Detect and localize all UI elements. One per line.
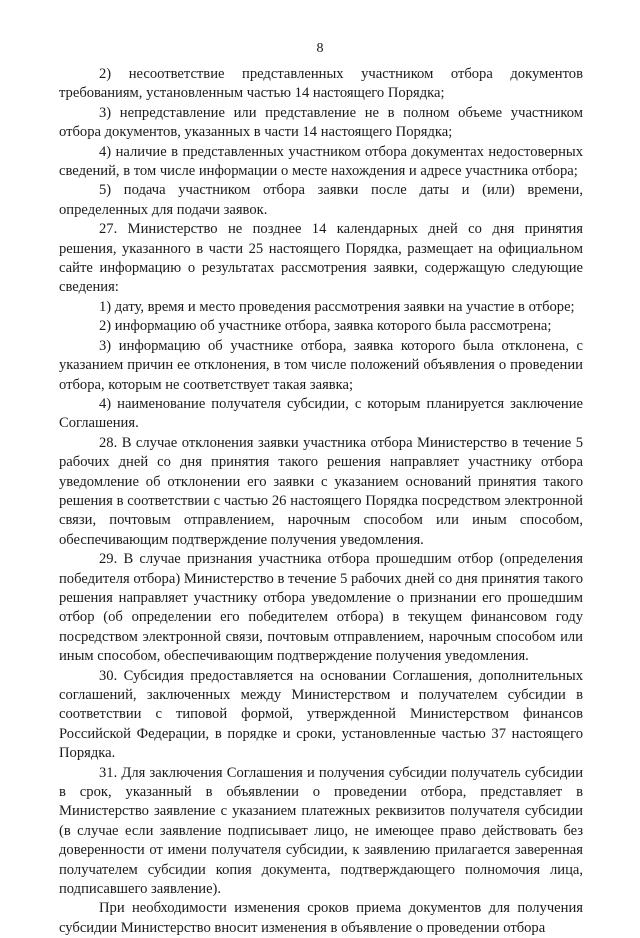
document-body (59, 65, 583, 938)
paragraph-section-31: 31. Для заключения Соглашения и получения субсидии получатель субсидии в срок, указанный в объявлении о проведении отбора, представляет в Министерство заявление с указанием платежных реквизитов получателя субсидии (в случае если заявление подписывает лицо, не имеющее право действовать без доверенности от имени получателя субсидии, к заявлению прилагается заверенная получателем субсидии копия документа, подтверждающего полномочия лица, подписавшего заявление). (59, 764, 583, 898)
paragraph-item-3-incomplete-documents: 3) непредставление или представление не в полном объеме участником отбора документов, указанных в части 14 настоящего Порядка; (59, 104, 583, 141)
paragraph-27-item-1: 1) дату, время и место проведения рассмотрения заявки на участие в отборе; (99, 298, 575, 315)
paragraph-item-4-false-information: 4) наличие в представленных участником отбора документах недостоверных сведений, в том числе информации о месте нахождения и адресе участника отбора; (59, 143, 583, 180)
paragraph-27-item-4: 4) наименование получателя субсидии, с которым планируется заключение Соглашения. (59, 395, 583, 432)
paragraph-27-item-2: 2) информацию об участнике отбора, заявка которого была рассмотрена; (99, 318, 552, 335)
paragraph-deadline-changes: При необходимости изменения сроков приема документов для получения субсидии Министерство вносит изменения в объявление о проведении отбора (59, 900, 583, 936)
page-number: 8 (316, 41, 324, 56)
paragraph-item-2-noncompliance: 2) несоответствие представленных участником отбора документов требованиям, установленным частью 14 настоящего Порядка; (59, 66, 583, 102)
paragraph-section-27: 27. Министерство не позднее 14 календарных дней со дня принятия решения, указанного в части 25 настоящего Порядка, размещает на официальном сайте информацию о результатах рассмотрения заявки, содержащую следующие сведения: (59, 221, 583, 296)
paragraph-section-29: 29. В случае признания участника отбора прошедшим отбор (определения победителя отбора) Министерство в течение 5 рабочих дней со дня принятия такого решения направляет участнику отбора уведомление о признании его прошедшим отбор (об определении его победителем отбора) в текущем финансовом году посредством электронной связи, почтовым отправлением, нарочным способом или иным способом, обеспечивающим подтверждение получения уведомления. (59, 551, 583, 665)
paragraph-section-28: 28. В случае отклонения заявки участника отбора Министерство в течение 5 рабочих дней со дня принятия такого решения направляет участнику отбора уведомление об отклонении его заявки с указанием оснований принятия такого решения в соответствии с частью 26 настоящего Порядка посредством электронной связи, почтовым отправлением, нарочным способом или иным способом, обеспечивающим подтверждение получения уведомления. (59, 434, 583, 548)
paragraph-item-5-late-submission: 5) подача участником отбора заявки после даты и (или) времени, определенных для подачи заявок. (59, 182, 583, 218)
paragraph-section-30: 30. Субсидия предоставляется на основании Соглашения, дополнительных соглашений, заключенных между Министерством и получателем субсидии в соответствии с типовой формой, утвержденной Министерством финансов Российской Федерации, в порядке и сроки, установленные частью 37 настоящего Порядка. (59, 667, 583, 762)
paragraph-27-item-3: 3) информацию об участнике отбора, заявка которого была отклонена, с указанием причин ее отклонения, в том числе положений объявления о проведении отбора, которым не соответствует такая заявка; (59, 337, 583, 393)
